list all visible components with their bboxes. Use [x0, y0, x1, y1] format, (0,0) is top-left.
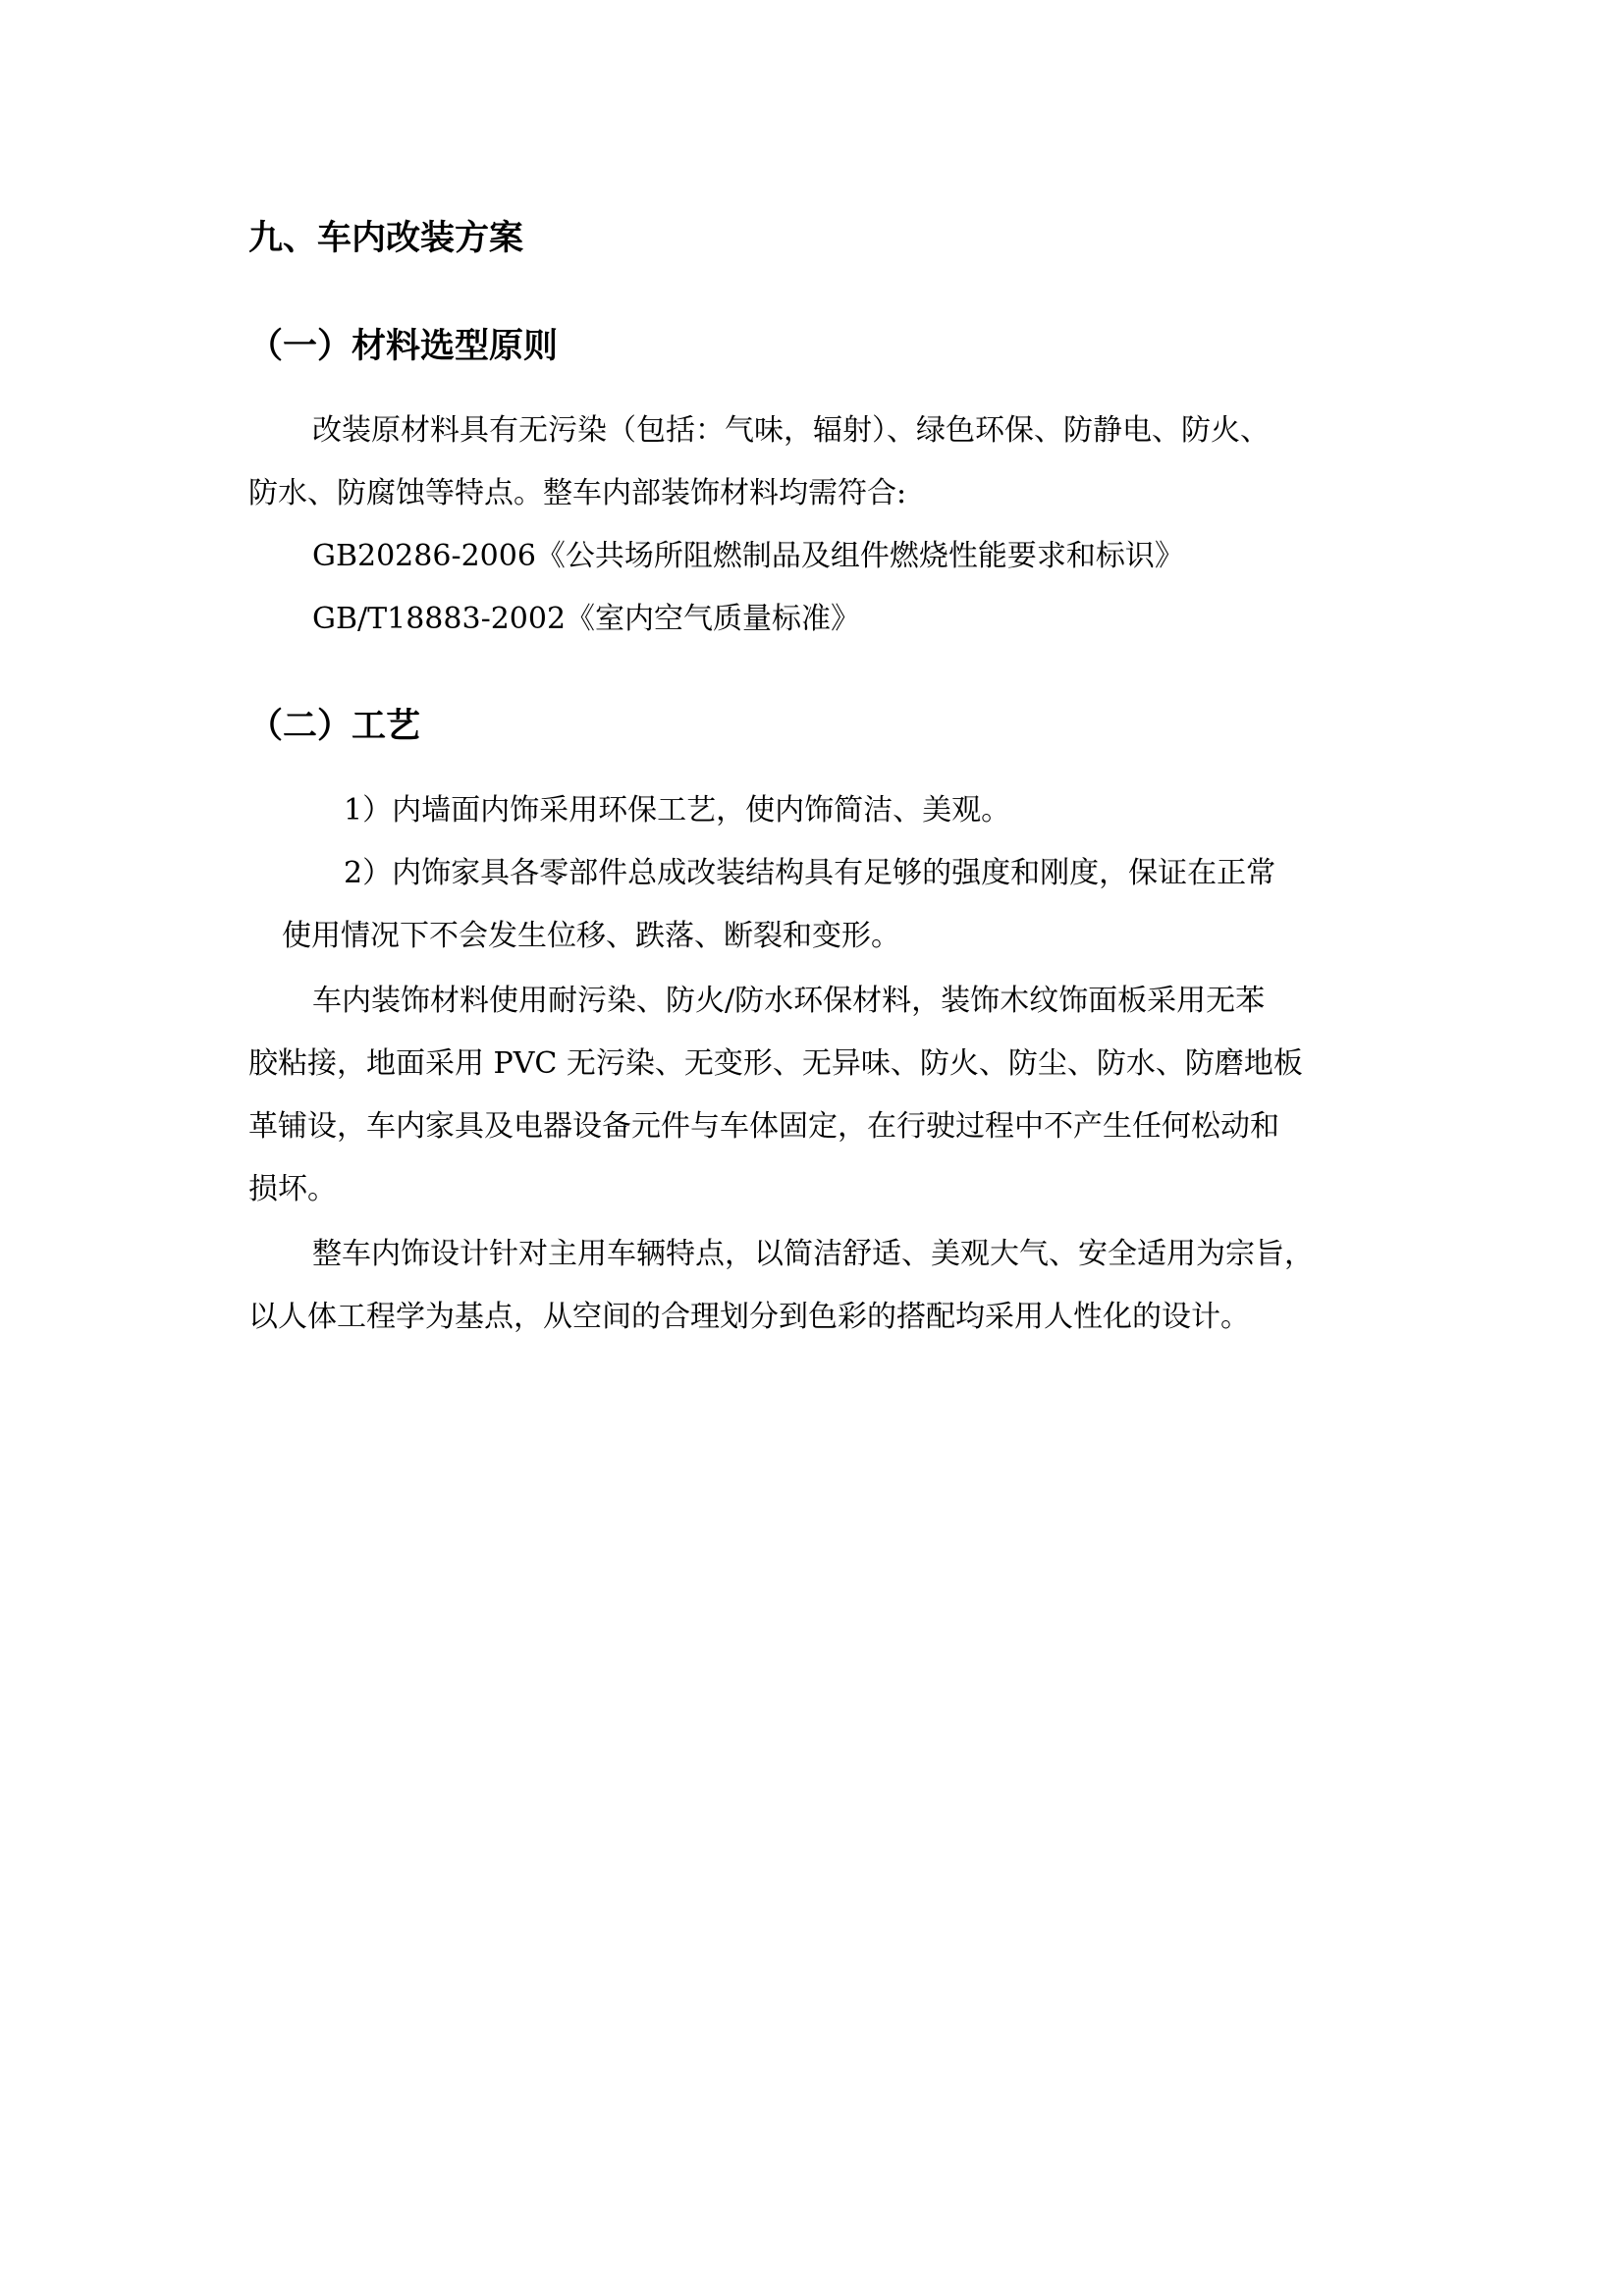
design-paragraph-line-1: 整车内饰设计针对主用车辆特点，以简洁舒适、美观大气、安全适用为宗旨， [312, 1237, 1314, 1271]
decoration-paragraph-line-4: 损坏。 [248, 1172, 337, 1206]
decoration-paragraph-line-3: 革铺设，车内家具及电器设备元件与车体固定，在行驶过程中不产生任何松动和 [248, 1109, 1279, 1144]
process-item-2-line-2: 使用情况下不会发生位移、跌落、断裂和变形。 [282, 919, 900, 953]
decoration-paragraph-line-2: 胶粘接，地面采用 PVC 无污染、无变形、无异味、防火、防尘、防水、防磨地板 [248, 1046, 1303, 1081]
standard-gbt18883: GB/T18883-2002《室内空气质量标准》 [312, 602, 861, 636]
standard-gb20286: GB20286-2006《公共场所阻燃制品及组件燃烧性能要求和标识》 [312, 539, 1184, 573]
section-heading-process: （二）工艺 [248, 707, 421, 746]
decoration-paragraph-line-1: 车内装饰材料使用耐污染、防火/防水环保材料，装饰木纹饰面板采用无苯 [312, 984, 1266, 1018]
section-heading-materials: （一）材料选型原则 [248, 327, 559, 366]
design-paragraph-line-2: 以人体工程学为基点，从空间的合理划分到色彩的搭配均采用人性化的设计。 [248, 1300, 1250, 1334]
chapter-heading: 九、车内改装方案 [248, 219, 524, 258]
process-item-2-line-1: 2）内饰家具各零部件总成改装结构具有足够的强度和刚度，保证在正常 [344, 856, 1276, 890]
process-item-1: 1）内墙面内饰采用环保工艺，使内饰简洁、美观。 [344, 793, 1011, 828]
materials-paragraph-line-2: 防水、防腐蚀等特点。整车内部装饰材料均需符合: [248, 476, 907, 510]
materials-paragraph-line-1: 改装原材料具有无污染（包括：气味，辐射）、绿色环保、防静电、防火、 [312, 413, 1270, 448]
